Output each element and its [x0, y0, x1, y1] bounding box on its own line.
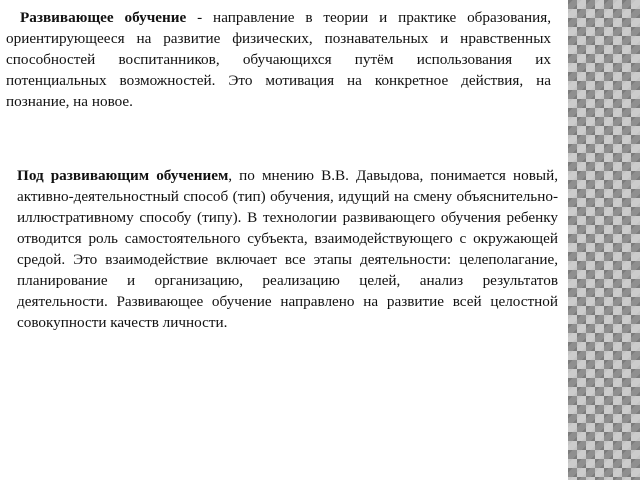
term-developmental-learning: Развивающее обучение [20, 9, 187, 26]
paragraph-davydov-definition [17, 165, 558, 333]
decorative-side-pattern [568, 0, 640, 480]
davydov-text: , по мнению В.В. Давыдова, понимается новый, активно-деятельностный способ (тип) обучения, идущий на смену объяснительно-иллюстративному способу (типу). В технологии развивающего обучения ребенку отводится роль самостоятельного субъекта, взаимодействующего с окружающей средой. Это взаимодействие включает все этапы деятельности: целеполагание, планирование и организацию, реализацию целей, анализ результатов деятельности. Развивающее обучение направлено на развитие всей целостной совокупности качеств личности. [17, 167, 558, 331]
definition-text: - направление в теории и практике образования, ориентирующееся на развитие физических, познавательных и нравственных способностей воспитанников, обучающихся путём использования их потенциальных возможностей. Это мотивация на конкретное действия, на познание, на новое. [6, 9, 552, 110]
term-under-developmental-learning: Под развивающим обучением [17, 167, 229, 184]
paragraph-developmental-learning-definition [6, 7, 551, 112]
